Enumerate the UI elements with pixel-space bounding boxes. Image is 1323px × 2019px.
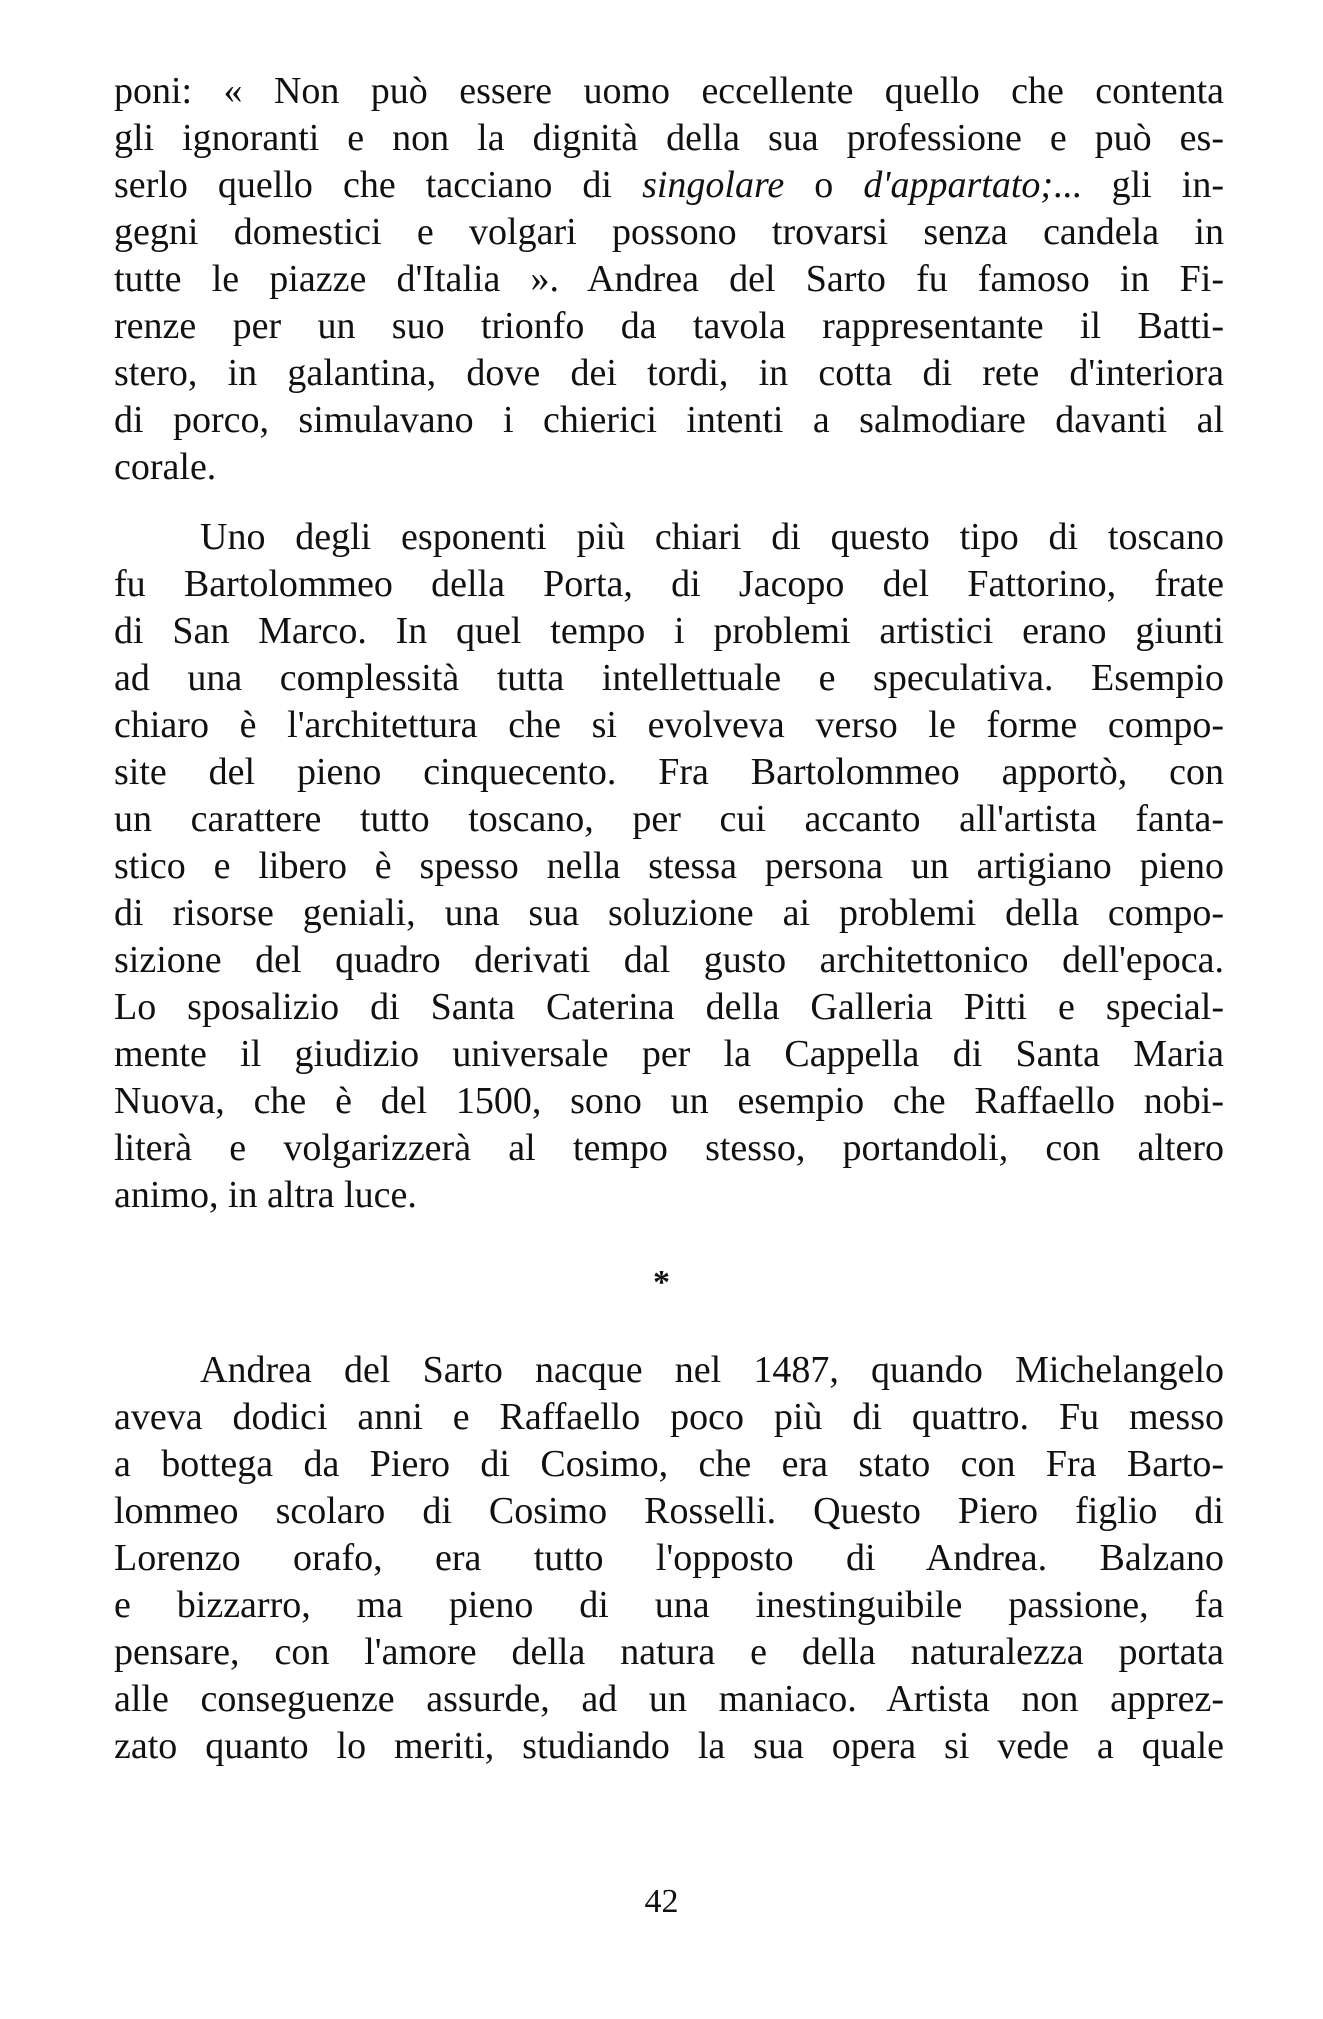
text-line: Nuova, che è del 1500, sono un esempio che Raffaello nobi- bbox=[114, 1080, 1224, 1122]
text-line: un carattere tutto toscano, per cui accanto all'artista fanta- bbox=[114, 798, 1224, 840]
text-line: alle conseguenze assurde, ad un maniaco. Artista non apprez- bbox=[114, 1678, 1224, 1720]
text-line: di porco, simulavano i chierici intenti a salmodiare davanti al bbox=[114, 399, 1224, 441]
text-line: pensare, con l'amore della natura e della naturalezza portata bbox=[114, 1631, 1224, 1673]
text-line: lommeo scolaro di Cosimo Rosselli. Questo Piero figlio di bbox=[114, 1490, 1224, 1532]
text-line: tutte le piazze d'Italia ». Andrea del Sarto fu famoso in Fi- bbox=[114, 258, 1224, 300]
text-line: serlo quello che tacciano di singolare o d'appartato;... gli in- bbox=[114, 164, 1225, 206]
text-line: Lo sposalizio di Santa Caterina della Galleria Pitti e special- bbox=[114, 986, 1224, 1028]
text-line: corale. bbox=[114, 446, 217, 488]
text-line: aveva dodici anni e Raffaello poco più di quattro. Fu messo bbox=[114, 1396, 1224, 1438]
text-line: fu Bartolommeo della Porta, di Jacopo del Fattorino, frate bbox=[114, 563, 1224, 605]
text-line: ad una complessità tutta intellettuale e speculativa. Esempio bbox=[114, 657, 1224, 699]
text-line: stico e libero è spesso nella stessa persona un artigiano pieno bbox=[114, 845, 1224, 887]
text-line: Lorenzo orafo, era tutto l'opposto di Andrea. Balzano bbox=[114, 1537, 1224, 1579]
section-separator: * bbox=[653, 1264, 670, 1301]
text-line: literà e volgarizzerà al tempo stesso, portandoli, con altero bbox=[114, 1127, 1224, 1169]
text-line: Andrea del Sarto nacque nel 1487, quando Michelangelo bbox=[200, 1349, 1224, 1391]
text-line: a bottega da Piero di Cosimo, che era stato con Fra Barto- bbox=[114, 1443, 1224, 1485]
text-line: chiaro è l'architettura che si evolveva verso le forme compo- bbox=[114, 704, 1224, 746]
text-line: zato quanto lo meriti, studiando la sua opera si vede a quale bbox=[114, 1725, 1224, 1767]
text-line: mente il giudizio universale per la Cappella di Santa Maria bbox=[114, 1033, 1224, 1075]
text-line: di risorse geniali, una sua soluzione ai problemi della compo- bbox=[114, 892, 1224, 934]
text-line: e bizzarro, ma pieno di una inestinguibile passione, fa bbox=[114, 1584, 1224, 1626]
paragraph-andrea-del-sarto bbox=[114, 1347, 1224, 1770]
text-line: poni: « Non può essere uomo eccellente quello che contenta bbox=[114, 70, 1224, 112]
text-line: gegni domestici e volgari possono trovarsi senza candela in bbox=[114, 211, 1224, 253]
text-line: renze per un suo trionfo da tavola rappresentante il Batti- bbox=[114, 305, 1224, 347]
text-line: site del pieno cinquecento. Fra Bartolommeo apportò, con bbox=[114, 751, 1224, 793]
paragraph-continued bbox=[114, 68, 1224, 491]
text-line: gli ignoranti e non la dignità della sua professione e può es- bbox=[114, 117, 1224, 159]
text-line: di San Marco. In quel tempo i problemi artistici erano giunti bbox=[114, 610, 1224, 652]
text-line: stero, in galantina, dove dei tordi, in cotta di rete d'interiora bbox=[114, 352, 1224, 394]
text-line: animo, in altra luce. bbox=[114, 1174, 417, 1216]
text-line: Uno degli esponenti più chiari di questo tipo di toscano bbox=[200, 516, 1224, 558]
paragraph-bartolommeo bbox=[114, 514, 1224, 1219]
page-number: 42 bbox=[644, 1883, 679, 1920]
text-line: sizione del quadro derivati dal gusto architettonico dell'epoca. bbox=[114, 939, 1224, 981]
